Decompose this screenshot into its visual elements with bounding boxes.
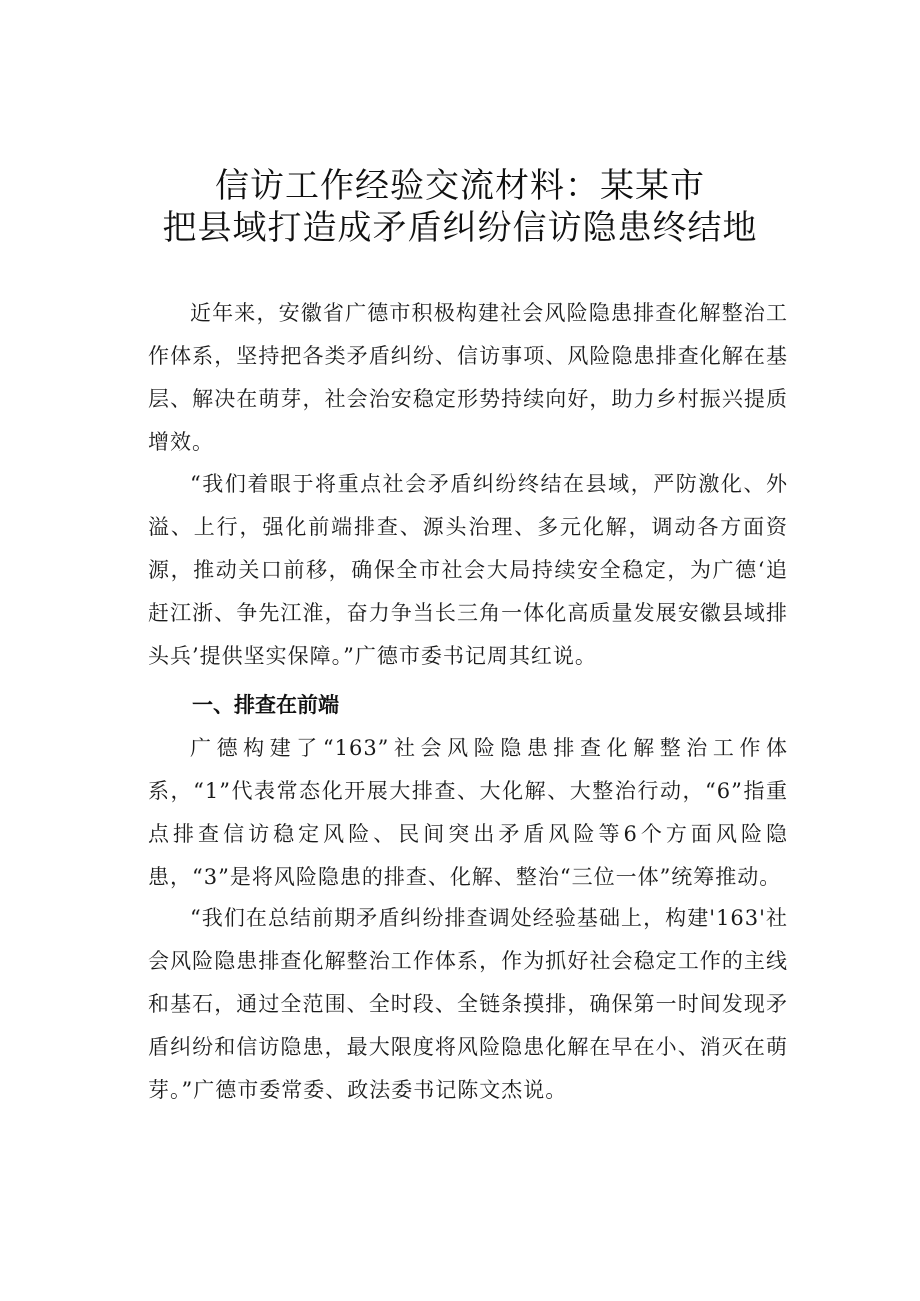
document-title-line-2: 把县域打造成矛盾纠纷信访隐患终结地	[162, 208, 758, 248]
paragraph-text: 近年来，安徽省广德市积极构建社会风险隐患排查化解整治工作体系，坚持把各类矛盾纠纷、信访事项、风险隐患排查化解在基层、解决在萌芽，社会治安稳定形势持续向好，助力乡村振兴提质增效。	[148, 301, 788, 454]
document-title-line-1: 信访工作经验交流材料：某某市	[215, 166, 705, 206]
paragraph-text: “我们在总结前期矛盾纠纷排查调处经验基础上，构建'163'社会风险隐患排查化解整治工作体系，作为抓好社会稳定工作的主线和基石，通过全范围、全时段、全链条摸排，确保第一时间发现矛盾纠纷和信访隐患，最大限度将风险隐患化解在早在小、消灭在萌芽。”广德市委常委、政法委书记陈文杰说。	[148, 906, 788, 1102]
paragraph-quote-party-secretary	[148, 463, 788, 678]
paragraph-text: “我们着眼于将重点社会矛盾纠纷终结在县域，严防激化、外溢、上行，强化前端排查、源头治理、多元化解，调动各方面资源，推动关口前移，确保全市社会大局持续安全稳定，为广德‘追赶江浙、争先江淮，奋力争当长三角一体化高质量发展安徽县域排头兵’提供坚实保障。”广德市委书记周其红说。	[148, 472, 788, 668]
paragraph-quote-political-legal	[148, 897, 788, 1112]
paragraph-163-system	[148, 727, 788, 899]
paragraph-text: 广德构建了“163”社会风险隐患排查化解整治工作体系，“1”代表常态化开展大排查、大化解、大整治行动，“6”指重点排查信访稳定风险、民间突出矛盾风险等6个方面风险隐患，“3”是将风险隐患的排查、化解、整治“三位一体”统筹推动。	[148, 736, 788, 889]
paragraph-intro	[148, 292, 788, 464]
section-heading: 一、排查在前端	[192, 693, 339, 717]
